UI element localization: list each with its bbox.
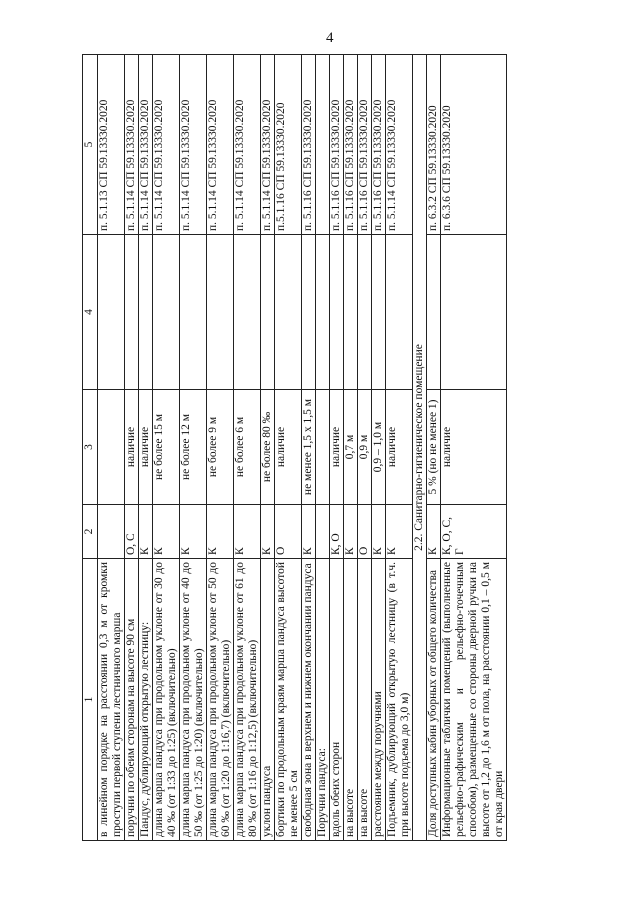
norm-cell: наличие bbox=[139, 390, 153, 505]
page-number: 4 bbox=[326, 30, 334, 46]
table-row bbox=[344, 55, 358, 841]
table-row bbox=[180, 55, 207, 841]
norm-cell: не более 12 м bbox=[180, 390, 207, 505]
category-cell bbox=[98, 505, 125, 559]
norm-cell: 5 % (но не менее 1) bbox=[427, 390, 441, 505]
section-body bbox=[413, 55, 427, 841]
category-cell: К bbox=[427, 505, 441, 559]
reference-cell: п. 5.1.14 СП 59.13330.2020 bbox=[153, 55, 180, 235]
category-cell: К bbox=[386, 505, 413, 559]
norm-cell: наличие bbox=[125, 390, 139, 505]
reference-cell bbox=[316, 55, 330, 235]
requirement-cell: длина марша пандуса при продольном уклоне от 50 до 60 ‰ (от 1:20 до 1:16,7) (включительно) bbox=[207, 559, 234, 841]
requirement-cell: Подъемник, дублирующий открытую лестницу (в т.ч. при высоте подъема до 3,0 м) bbox=[386, 559, 413, 841]
norm-cell: наличие bbox=[275, 390, 302, 505]
requirement-cell: Поручни пандуса: bbox=[316, 559, 330, 841]
empty-cell bbox=[153, 235, 180, 390]
norm-cell: 0,9 – 1,0 м bbox=[372, 390, 386, 505]
requirement-cell: свободная зона в верхнем и нижнем окончании пандуса bbox=[302, 559, 316, 841]
reference-cell: п. 5.1.14 СП 59.13330.2020 bbox=[180, 55, 207, 235]
requirement-cell: длина марша пандуса при продольном уклоне от 40 до 50 ‰ (от 1:25 до 1:20) (включительно) bbox=[180, 559, 207, 841]
requirement-cell: на высоте bbox=[344, 559, 358, 841]
table-row bbox=[153, 55, 180, 841]
reference-cell: п.5.1.16 СП 59.13330.2020 bbox=[275, 55, 302, 235]
empty-cell bbox=[261, 235, 275, 390]
norm-cell bbox=[316, 390, 330, 505]
reference-cell: п. 5.1.14 СП 59.13330.2020 bbox=[386, 55, 413, 235]
table-row bbox=[125, 55, 139, 841]
category-cell bbox=[316, 505, 330, 559]
requirement-cell: на высоте bbox=[358, 559, 372, 841]
empty-cell bbox=[302, 235, 316, 390]
category-cell: К bbox=[180, 505, 207, 559]
category-cell: К bbox=[302, 505, 316, 559]
table-header-row bbox=[83, 55, 98, 841]
requirement-cell: Пандус, дублирующий открытую лестницу: bbox=[139, 559, 153, 841]
empty-cell bbox=[98, 235, 125, 390]
table-row bbox=[98, 55, 125, 841]
requirement-cell: вдоль обеих сторон bbox=[330, 559, 344, 841]
norm-cell: наличие bbox=[330, 390, 344, 505]
requirement-cell: расстояние между поручнями bbox=[372, 559, 386, 841]
norm-cell: не более 9 м bbox=[207, 390, 234, 505]
category-cell: К bbox=[139, 505, 153, 559]
norm-cell: не более 15 м bbox=[153, 390, 180, 505]
header-cell: 5 bbox=[83, 55, 98, 235]
reference-cell: п. 5.1.14 СП 59.13330.2020 bbox=[261, 55, 275, 235]
requirement-cell: Доля доступных кабин уборных от общего количества bbox=[427, 559, 441, 841]
header-cell: 4 bbox=[83, 235, 98, 390]
empty-cell bbox=[344, 235, 358, 390]
empty-cell bbox=[386, 235, 413, 390]
reference-cell: п. 5.1.14 СП 59.13330.2020 bbox=[234, 55, 261, 235]
table-row bbox=[261, 55, 275, 841]
empty-cell bbox=[441, 235, 507, 390]
table-row bbox=[207, 55, 234, 841]
category-cell: К bbox=[153, 505, 180, 559]
reference-cell: п. 5.1.16 СП 59.13330.2020 bbox=[344, 55, 358, 235]
table-row bbox=[330, 55, 344, 841]
empty-cell bbox=[330, 235, 344, 390]
table-row bbox=[275, 55, 302, 841]
requirement-cell: уклон пандуса bbox=[261, 559, 275, 841]
requirement-cell: длина марша пандуса при продольном уклоне от 30 до 40 ‰ (от 1:33 до 1:25) (включительно) bbox=[153, 559, 180, 841]
table-row bbox=[234, 55, 261, 841]
requirement-cell: длина марша пандуса при продольном уклоне от 61 до 80 ‰ (от 1:16 до 1:12,5) (включительно) bbox=[234, 559, 261, 841]
requirement-cell: поручни по обеим сторонам на высоте 90 см bbox=[125, 559, 139, 841]
table-body bbox=[98, 55, 413, 841]
norm-cell: не более 6 м bbox=[234, 390, 261, 505]
empty-cell bbox=[125, 235, 139, 390]
empty-cell bbox=[234, 235, 261, 390]
category-cell: К, О bbox=[330, 505, 344, 559]
table-row bbox=[441, 55, 507, 841]
section-title: 2.2. Санитарно-гигиеническое помещение bbox=[413, 55, 427, 841]
norm-cell: наличие bbox=[386, 390, 413, 505]
rotated-table-wrapper bbox=[82, 55, 558, 841]
requirement-cell: в линейном порядке на расстоянии 0,3 м от кромки проступи первой ступени лестничного марша bbox=[98, 559, 125, 841]
norm-cell: не менее 1,5 х 1,5 м bbox=[302, 390, 316, 505]
requirement-cell: бортики по продольным краям марша пандуса высотой не менее 5 см bbox=[275, 559, 302, 841]
reference-cell: п. 5.1.16 СП 59.13330.2020 bbox=[330, 55, 344, 235]
requirements-table bbox=[82, 54, 507, 841]
norm-cell bbox=[98, 390, 125, 505]
category-cell: К bbox=[207, 505, 234, 559]
empty-cell bbox=[139, 235, 153, 390]
category-cell: О, С bbox=[125, 505, 139, 559]
empty-cell bbox=[207, 235, 234, 390]
reference-cell: п. 5.1.16 СП 59.13330.2020 bbox=[372, 55, 386, 235]
reference-cell: п. 5.1.14 СП 59.13330.2020 bbox=[139, 55, 153, 235]
empty-cell bbox=[372, 235, 386, 390]
category-cell: К bbox=[234, 505, 261, 559]
section-row bbox=[413, 55, 427, 841]
table-row bbox=[358, 55, 372, 841]
empty-cell bbox=[275, 235, 302, 390]
norm-cell: наличие bbox=[441, 390, 507, 505]
reference-cell: п. 5.1.13 СП 59.13330.2020 bbox=[98, 55, 125, 235]
norm-cell: не более 80 ‰ bbox=[261, 390, 275, 505]
norm-cell: 0,9 м bbox=[358, 390, 372, 505]
table-row bbox=[427, 55, 441, 841]
table-row bbox=[386, 55, 413, 841]
table-row bbox=[302, 55, 316, 841]
reference-cell: п. 5.1.14 СП 59.13330.2020 bbox=[207, 55, 234, 235]
reference-cell: п. 5.1.16 СП 59.13330.2020 bbox=[358, 55, 372, 235]
table-body-2 bbox=[427, 55, 507, 841]
header-cell: 3 bbox=[83, 390, 98, 505]
category-cell: К bbox=[372, 505, 386, 559]
category-cell: О bbox=[275, 505, 302, 559]
empty-cell bbox=[316, 235, 330, 390]
reference-cell: п. 6.3.6 СП 59.13330.2020 bbox=[441, 55, 507, 235]
category-cell: О bbox=[358, 505, 372, 559]
table-row bbox=[372, 55, 386, 841]
reference-cell: п. 6.3.2 СП 59.13330.2020 bbox=[427, 55, 441, 235]
table-row bbox=[316, 55, 330, 841]
reference-cell: п. 5.1.14 СП 59.13330.2020 bbox=[125, 55, 139, 235]
empty-cell bbox=[358, 235, 372, 390]
reference-cell: п. 5.1.16 СП 59.13330.2020 bbox=[302, 55, 316, 235]
empty-cell bbox=[427, 235, 441, 390]
category-cell: К bbox=[261, 505, 275, 559]
category-cell: К, О, С, Г bbox=[441, 505, 507, 559]
table-row bbox=[139, 55, 153, 841]
empty-cell bbox=[180, 235, 207, 390]
header-cell: 1 bbox=[83, 559, 98, 841]
header-cell: 2 bbox=[83, 505, 98, 559]
category-cell: К bbox=[344, 505, 358, 559]
norm-cell: 0,7 м bbox=[344, 390, 358, 505]
requirement-cell: Информационные таблички помещений (выполненные рельефно-графическим и рельефно-точечным способом), размещенные со стороны дверной ручки на высоте от 1,2 до 1,6 м от пола, на расстоянии 0,1 – 0,5 м от края двери bbox=[441, 559, 507, 841]
